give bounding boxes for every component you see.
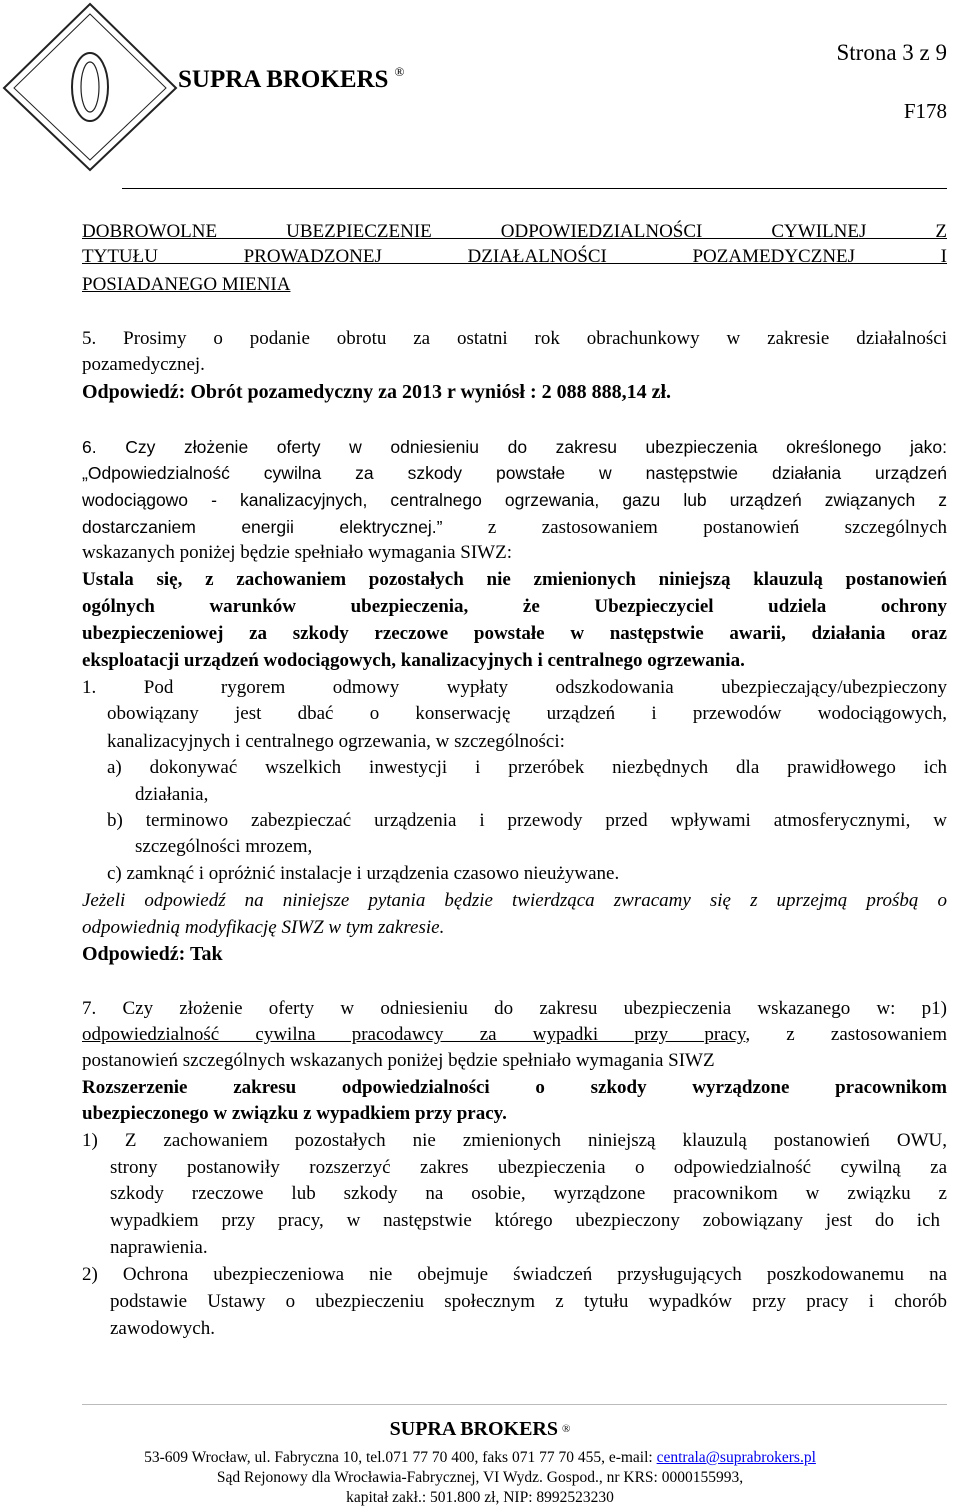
q7-p1-line-2: strony postanowiły rozszerzyć zakres ubezpieczenia o odpowiedzialność cywilną za [110,1157,947,1178]
q7-p1-line-4: wypadkiem przy pracy, w następstwie którego ubezpieczony zobowiązany jest do ich [110,1210,940,1231]
page-number: Strona 3 z 9 [836,40,947,65]
q6-item-a-line-1: a) dokonywać wszelkich inwestycji i przeróbek niezbędnych dla prawidłowego ich [107,757,947,778]
q6-item-a-line-2: działania, [135,784,209,805]
section-title-line-1: DOBROWOLNE UBEZPIECZENIE ODPOWIEDZIALNOŚCI CYWILNEJ Z [82,221,947,242]
section-title-line-3: POSIADANEGO MIENIA [82,274,291,295]
q7-line-3: postanowień szczególnych wskazanych poniżej będzie spełniało wymagania SIWZ [82,1050,715,1071]
footer-brand: SUPRA BROKERS ® [389,1418,571,1440]
q7-bold-1: Rozszerzenie zakresu odpowiedzialności o szkody wyrządzone pracownikom [82,1077,947,1098]
q7-p2-line-3: zawodowych. [110,1318,215,1339]
q5-line-2: pozamedycznej. [82,354,205,375]
q6-item1-line-1: 1. Pod rygorem odmowy wypłaty odszkodowania ubezpieczający/ubezpieczony [82,677,947,698]
footer-court: Sąd Rejonowy dla Wrocławia-Fabrycznej, VI Wydz. Gospod., nr KRS: 0000155993, [216,1469,744,1486]
q6-item1-line-2: obowiązany jest dbać o konserwację urządzeń i przewodów wodociągowych, [107,703,947,724]
header-divider [122,188,947,189]
company-logo [0,0,190,175]
q6-line-2: „Odpowiedzialność cywilna za szkody powstałe w następstwie działania urządzeń [82,463,947,483]
q7-line-1: 7. Czy złożenie oferty w odniesieniu do zakresu ubezpieczenia wskazanego w: p1) [82,998,947,1019]
q7-p2-line-1: 2) Ochrona ubezpieczeniowa nie obejmuje świadczeń przysługujących poszkodowanemu na [82,1264,947,1285]
q6-bold-1: Ustala się, z zachowaniem pozostałych nie zmienionych niniejszą klauzulą postanowień [82,569,947,590]
q6-answer: Odpowiedź: Tak [82,943,223,965]
q6-bold-3: ubezpieczeniowej za szkody rzeczowe powstałe w następstwie awarii, działania oraz [82,623,947,644]
q6-item-b-line-1: b) terminowo zabezpieczać urządzenia i przewody przed wpływami atmosferycznymi, w [107,810,947,831]
footer-address: 53-609 Wrocław, ul. Fabryczna 10, tel.071 77 70 400, faks 071 77 70 455, e-mail: centrala@suprabrokers.pl [144,1449,816,1466]
footer-email-link[interactable]: centrala@suprabrokers.pl [656,1449,816,1466]
q6-line-4: dostarczaniem energii elektrycznej.” z zastosowaniem postanowień szczególnych [82,517,948,538]
footer-divider [82,1404,947,1405]
q6-item-c-line-1: c) zamknąć i opróżnić instalacje i urządzenia czasowo nieużywane. [107,863,620,884]
q6-bold-4: eksploatacji urządzeń wodociągowych, kanalizacyjnych i centralnego ogrzewania. [82,650,745,671]
q6-item1-line-3: kanalizacyjnych i centralnego ogrzewania, w szczególności: [107,731,565,752]
q6-item-b-line-2: szczególności mrozem, [135,836,313,857]
q7-bold-2: ubezpieczonego w związku z wypadkiem przy pracy. [82,1103,507,1124]
section-title-line-2: TYTUŁU PROWADZONEJ DZIAŁALNOŚCI POZAMEDYCZNEJ I [82,246,947,267]
q6-line-5: wskazanych poniżej będzie spełniało wymagania SIWZ: [82,542,512,563]
q7-p1-line-5: naprawienia. [110,1237,208,1258]
q5-answer: Odpowiedź: Obrót pozamedyczny za 2013 r wyniósł : 2 088 888,14 zł. [82,381,672,403]
q6-bold-2: ogólnych warunków ubezpieczenia, że Ubezpieczyciel udziela ochrony [82,596,947,617]
q6-line-1: 6. Czy złożenie oferty w odniesieniu do zakresu ubezpieczenia określonego jako: [82,437,947,457]
q5-line-1: 5. Prosimy o podanie obrotu za ostatni rok obrachunkowy w zakresie działalności [82,328,947,349]
q7-line-2: odpowiedzialność cywilna pracodawcy za wypadki przy pracy, z zastosowaniem [82,1024,947,1045]
q7-p1-line-1: 1) Z zachowaniem pozostałych nie zmienionych niniejszą klauzulą postanowień OWU, [82,1130,947,1151]
footer-capital: kapitał zakł.: 501.800 zł, NIP: 8992523230 [346,1489,614,1506]
q7-p1-line-3: szkody rzeczowe lub szkody na osobie, wyrządzone pracownikom w związku z [110,1183,947,1204]
document-code: F178 [903,99,947,123]
header-brand: SUPRA BROKERS ® [178,64,405,93]
q6-italic-line-2: odpowiednią modyfikację SIWZ w tym zakresie. [82,917,445,938]
q7-p2-line-2: podstawie Ustawy o ubezpieczeniu społecznym z tytułu wypadków przy pracy i chorób [110,1291,947,1312]
q6-line-3: wodociągowo - kanalizacyjnych, centralnego ogrzewania, gazu lub urządzeń związanych z [82,490,947,510]
q6-italic-line-1: Jeżeli odpowiedź na niniejsze pytania będzie twierdząca zwracamy się z uprzejmą prośbą o [82,890,947,911]
